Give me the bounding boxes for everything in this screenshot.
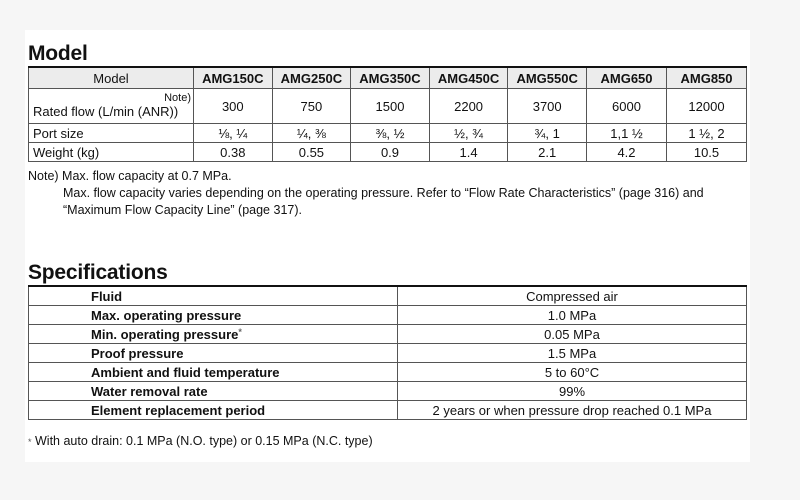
model-col: AMG650: [587, 67, 667, 89]
table-cell: 0.55: [272, 143, 351, 162]
spec-value: 99%: [398, 382, 747, 401]
model-col: AMG350C: [351, 67, 430, 89]
note-line: Note) Max. flow capacity at 0.7 MPa.: [28, 169, 232, 183]
model-col: AMG850: [667, 67, 747, 89]
spec-label: Max. operating pressure: [29, 306, 398, 325]
model-section-title: Model: [28, 42, 88, 65]
table-cell: 300: [194, 89, 273, 124]
rated-flow-label: Rated flow (L/min (ANR)): [33, 104, 179, 119]
spec-value: 1.0 MPa: [398, 306, 747, 325]
spec-label: Fluid: [29, 286, 398, 306]
table-row-port-size: [29, 124, 747, 143]
table-cell: 1500: [351, 89, 430, 124]
spec-value: 2 years or when pressure drop reached 0.1 MPa: [398, 401, 747, 420]
spec-label: Proof pressure: [29, 344, 398, 363]
row-label: Weight (kg): [29, 143, 194, 162]
spec-value: 1.5 MPa: [398, 344, 747, 363]
row-label: [29, 89, 194, 124]
spec-row: [29, 401, 747, 420]
note-line: Max. flow capacity varies depending on the operating pressure. Refer to “Flow Rate Characteristics” (page 316) and “Maximum Flow Capacity Line” (page 317).: [63, 186, 704, 217]
spec-footnote: [28, 434, 373, 448]
table-cell: ⅛, ¼: [194, 124, 273, 143]
row-label: Port size: [29, 124, 194, 143]
spec-label-text: Min. operating pressure: [91, 326, 239, 342]
model-col: AMG450C: [429, 67, 508, 89]
spec-label: Element replacement period: [29, 401, 398, 420]
table-cell: 0.9: [351, 143, 430, 162]
model-col: AMG250C: [272, 67, 351, 89]
specifications-table: [28, 285, 747, 420]
spec-row: [29, 286, 747, 306]
table-cell: 12000: [667, 89, 747, 124]
model-header-row: [29, 67, 747, 89]
table-cell: 1 ½, 2: [667, 124, 747, 143]
model-notes: [28, 168, 748, 219]
spec-value: 5 to 60°C: [398, 363, 747, 382]
table-row-rated-flow: [29, 89, 747, 124]
spec-row: [29, 306, 747, 325]
table-cell: 750: [272, 89, 351, 124]
footnote-mark: *: [28, 437, 32, 447]
spec-label: Water removal rate: [29, 382, 398, 401]
spec-row: [29, 363, 747, 382]
table-cell: ¾, 1: [508, 124, 587, 143]
spec-row: [29, 344, 747, 363]
table-cell: 2.1: [508, 143, 587, 162]
table-cell: 1.4: [429, 143, 508, 162]
model-col: AMG550C: [508, 67, 587, 89]
model-table: [28, 66, 747, 162]
header-label: Model: [29, 67, 194, 89]
spec-label: Ambient and fluid temperature: [29, 363, 398, 382]
table-cell: 0.38: [194, 143, 273, 162]
spec-label: [29, 325, 398, 344]
footnote-text: With auto drain: 0.1 MPa (N.O. type) or 0.15 MPa (N.C. type): [35, 434, 373, 448]
note-marker: Note): [164, 92, 191, 104]
table-cell: ½, ¾: [429, 124, 508, 143]
model-col: AMG150C: [194, 67, 273, 89]
spec-value: 0.05 MPa: [398, 325, 747, 344]
table-cell: ⅜, ½: [351, 124, 430, 143]
table-cell: ¼, ⅜: [272, 124, 351, 143]
spec-row: [29, 325, 747, 344]
asterisk-mark: *: [238, 326, 242, 337]
table-cell: 6000: [587, 89, 667, 124]
table-cell: 2200: [429, 89, 508, 124]
specifications-section-title: Specifications: [28, 261, 168, 284]
table-cell: 1,1 ½: [587, 124, 667, 143]
table-cell: 10.5: [667, 143, 747, 162]
table-row-weight: [29, 143, 747, 162]
table-cell: 3700: [508, 89, 587, 124]
table-cell: 4.2: [587, 143, 667, 162]
spec-value: Compressed air: [398, 286, 747, 306]
spec-row: [29, 382, 747, 401]
